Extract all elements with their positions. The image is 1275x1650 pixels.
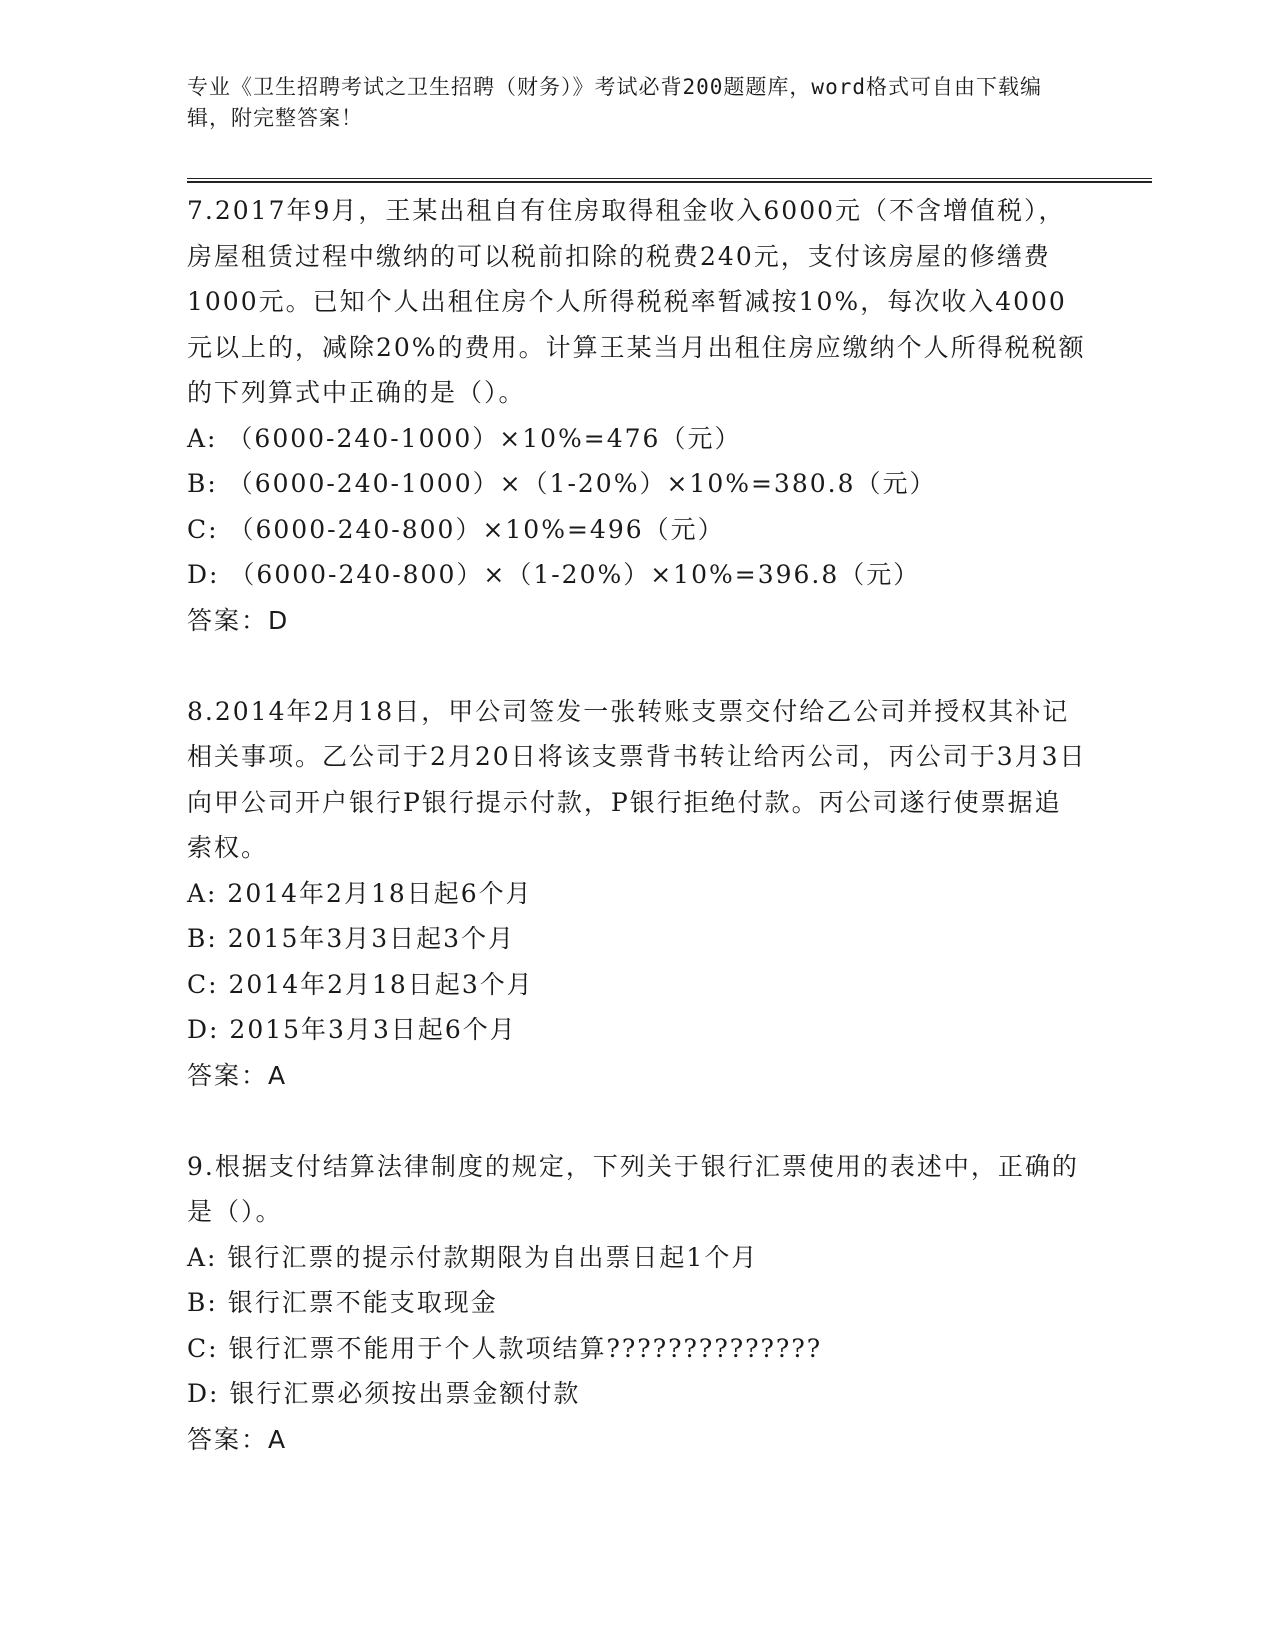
- option-c: C: （6000-240-800）×10%=496（元）: [187, 514, 725, 544]
- option-a: A: 银行汇票的提示付款期限为自出票日起1个月: [187, 1242, 759, 1272]
- option-b: B: （6000-240-1000）×（1-20%）×10%=380.8（元）: [187, 469, 937, 498]
- option-d: D: 银行汇票必须按出票金额付款: [187, 1379, 581, 1408]
- header-divider-thin: [187, 178, 1152, 179]
- answer-line: 答案：D: [187, 605, 290, 635]
- option-c: C: 银行汇票不能用于个人款项结算??????????????: [187, 1333, 823, 1363]
- question-8: [187, 689, 1087, 1099]
- option-a: A: 2014年2月18日起6个月: [187, 878, 533, 908]
- option-b: B: 2015年3月3日起3个月: [187, 924, 516, 953]
- option-b: B: 银行汇票不能支取现金: [187, 1288, 498, 1317]
- question-stem: 8.2014年2月18日，甲公司签发一张转账支票交付给乙公司并授权其补记相关事项。乙公司于2月20日将该支票背书转让给丙公司，丙公司于3月3日向甲公司开户银行P银行提示付款，P银行拒绝付款。丙公司遂行使票据追索权。: [187, 696, 1087, 862]
- question-stem: 7.2017年9月，王某出租自有住房取得租金收入6000元（不含增值税），房屋租赁过程中缴纳的可以税前扣除的税费240元，支付该房屋的修缮费1000元。已知个人出租住房个人所得税税率暂减按10%，每次收入4000元以上的，减除20%的费用。计算王某当月出租住房应缴纳个人所得税税额的下列算式中正确的是（）。: [187, 196, 1086, 407]
- option-d: D: 2015年3月3日起6个月: [187, 1015, 517, 1044]
- option-d: D: （6000-240-800）×（1-20%）×10%=396.8（元）: [187, 560, 921, 589]
- answer-line: 答案：A: [187, 1060, 288, 1090]
- question-7: [187, 188, 1087, 643]
- option-a: A: （6000-240-1000）×10%=476（元）: [187, 423, 742, 453]
- header-divider-thick: [187, 181, 1152, 183]
- option-c: C: 2014年2月18日起3个月: [187, 969, 534, 999]
- answer-line: 答案：A: [187, 1424, 288, 1454]
- question-stem: 9.根据支付结算法律制度的规定，下列关于银行汇票使用的表述中，正确的是（）。: [187, 1151, 1079, 1226]
- document-header: 专业《卫生招聘考试之卫生招聘（财务）》考试必背200题题库，word格式可自由下载编辑，附完整答案！: [187, 75, 1042, 130]
- question-9: [187, 1144, 1087, 1463]
- question-list: [187, 188, 1087, 1508]
